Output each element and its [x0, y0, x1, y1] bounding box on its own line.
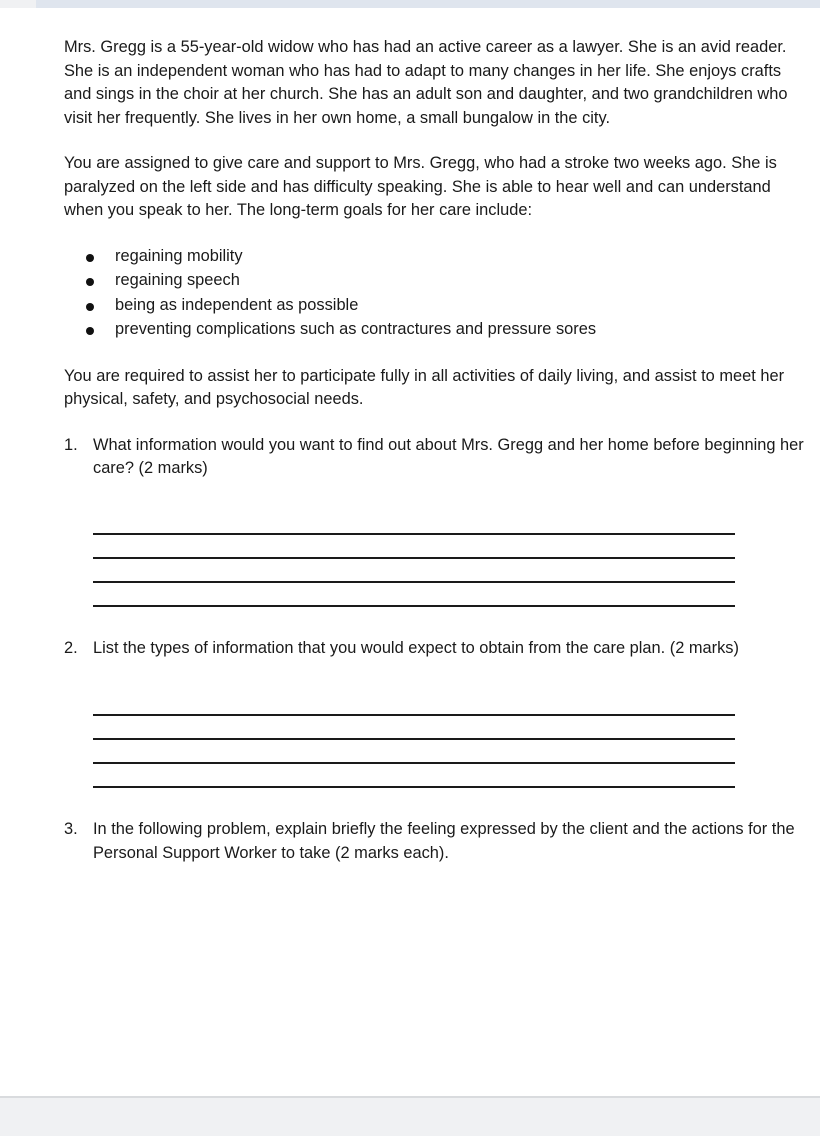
- answer-line[interactable]: [93, 692, 735, 716]
- bullet-icon: [86, 254, 94, 262]
- document-page: [64, 36, 812, 865]
- goal-text: regaining speech: [115, 271, 240, 289]
- question-number: 2.: [64, 638, 78, 657]
- bullet-icon: [86, 303, 94, 311]
- question-text: What information would you want to find out about Mrs. Gregg and her home before beginning her care? (2 marks): [93, 435, 804, 477]
- answer-lines-1[interactable]: [93, 511, 735, 607]
- previous-page-edge: [36, 0, 820, 8]
- assignment-paragraph: You are assigned to give care and support to Mrs. Gregg, who had a stroke two weeks ago. She is paralyzed on the left side and has difficulty speaking. She is able to hear well and can understand when you speak to her. The long-term goals for her care include:: [64, 154, 777, 219]
- answer-line[interactable]: [93, 559, 735, 583]
- answer-line[interactable]: [93, 740, 735, 764]
- question-text: In the following problem, explain briefly the feeling expressed by the client and the actions for the Personal Support Worker to take (2 marks each).: [93, 820, 795, 862]
- list-item: [64, 245, 812, 270]
- intro-paragraph: Mrs. Gregg is a 55-year-old widow who has had an active career as a lawyer. She is an avid reader. She is an independent woman who has had to adapt to many changes in her life. She enjoys crafts and sings in the choir at her church. She has an adult son and daughter, and two grandchildren who visit her frequently. She lives in her own home, a small bungalow in the city.: [64, 38, 788, 127]
- question-3: [64, 818, 812, 865]
- bottom-margin-band: [0, 1096, 820, 1136]
- question-2: [64, 637, 820, 661]
- question-1: [64, 434, 812, 481]
- goal-text: being as independent as possible: [115, 295, 359, 314]
- question-text: List the types of information that you would expect to obtain from the care plan. (2 marks): [93, 638, 739, 657]
- requirements-paragraph: You are required to assist her to participate fully in all activities of daily living, and assist to meet her physical, safety, and psychosocial needs.: [64, 366, 785, 408]
- bullet-icon: [86, 278, 94, 286]
- answer-line[interactable]: [93, 764, 735, 788]
- goal-text: regaining mobility: [115, 246, 243, 265]
- list-item: [64, 294, 812, 319]
- answer-line[interactable]: [93, 716, 735, 740]
- question-number: 1.: [64, 435, 78, 454]
- list-item: [64, 318, 812, 343]
- bullet-icon: [86, 327, 94, 335]
- top-margin-band: [0, 0, 820, 8]
- care-goals-list: [64, 245, 812, 343]
- list-item: [64, 269, 812, 294]
- question-number: 3.: [64, 820, 78, 838]
- answer-line[interactable]: [93, 583, 735, 607]
- answer-line[interactable]: [93, 511, 735, 535]
- goal-text: preventing complications such as contractures and pressure sores: [115, 320, 597, 338]
- answer-lines-2[interactable]: [93, 692, 735, 788]
- answer-line[interactable]: [93, 535, 735, 559]
